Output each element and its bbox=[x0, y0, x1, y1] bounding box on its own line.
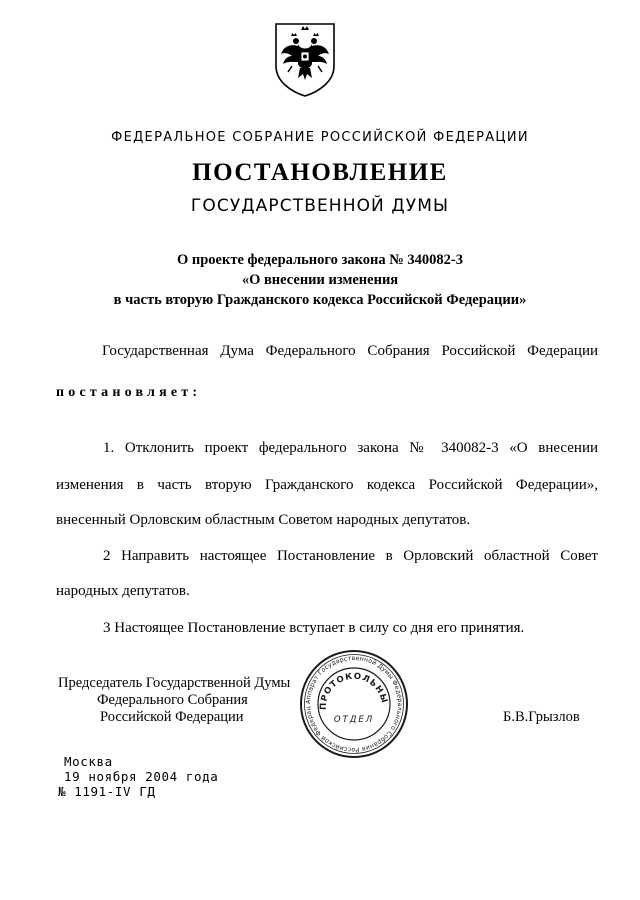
official-stamp bbox=[298, 648, 410, 760]
item-3: 3 Настоящее Постановление вступает в силу со дня его принятия. bbox=[103, 620, 525, 636]
organization-name: ФЕДЕРАЛЬНОЕ СОБРАНИЕ РОССИЙСКОЙ ФЕДЕРАЦИИ bbox=[111, 130, 529, 145]
stamp-middle-text: ПРОТОКОЛЬНЫ bbox=[318, 671, 390, 711]
state-emblem bbox=[272, 20, 338, 98]
subject-line-3: в часть вторую Гражданского кодекса Российской Федерации» bbox=[113, 292, 527, 308]
subject-line-1: О проекте федерального закона № 340082-3 bbox=[176, 252, 464, 268]
document-subtitle: ГОСУДАРСТВЕННОЙ ДУМЫ bbox=[190, 196, 450, 216]
item-1-line-1: 1. Отклонить проект федерального закона № 340082-3 «О внесении bbox=[103, 440, 598, 456]
footer-number: № 1191-IV ГД bbox=[58, 784, 156, 799]
item-2-line-1: 2 Направить настоящее Постановление в Орловский областной Совет bbox=[103, 548, 598, 564]
coat-of-arms-icon bbox=[272, 20, 338, 98]
preamble-text: Государственная Дума Федерального Собрания Российской Федерации bbox=[102, 343, 598, 359]
item-2-line-2: народных депутатов. bbox=[56, 583, 190, 599]
stamp-outer-text: Аппарат Государственной Думы Федерального Собрания Российской Федерац bbox=[304, 654, 404, 754]
subject-line-2: «О внесении изменения bbox=[241, 272, 399, 288]
signer-position-line-1: Председатель Государственной Думы bbox=[58, 675, 291, 691]
document-title: ПОСТАНОВЛЕНИЕ bbox=[192, 159, 448, 186]
footer-city: Москва bbox=[64, 754, 113, 769]
decree-word: постановляет: bbox=[56, 385, 202, 400]
signer-name: Б.В.Грызлов bbox=[503, 709, 580, 725]
footer-date: 19 ноября 2004 года bbox=[64, 769, 219, 784]
item-1-line-3: внесенный Орловским областным Советом народных депутатов. bbox=[56, 512, 471, 528]
signer-position-line-2: Федерального Собрания bbox=[97, 692, 248, 708]
item-1-line-2: изменения в часть вторую Гражданского кодекса Российской Федерации», bbox=[56, 477, 598, 493]
signer-position-line-3: Российской Федерации bbox=[100, 709, 244, 725]
stamp-center-text: ОТДЕЛ bbox=[333, 715, 375, 725]
